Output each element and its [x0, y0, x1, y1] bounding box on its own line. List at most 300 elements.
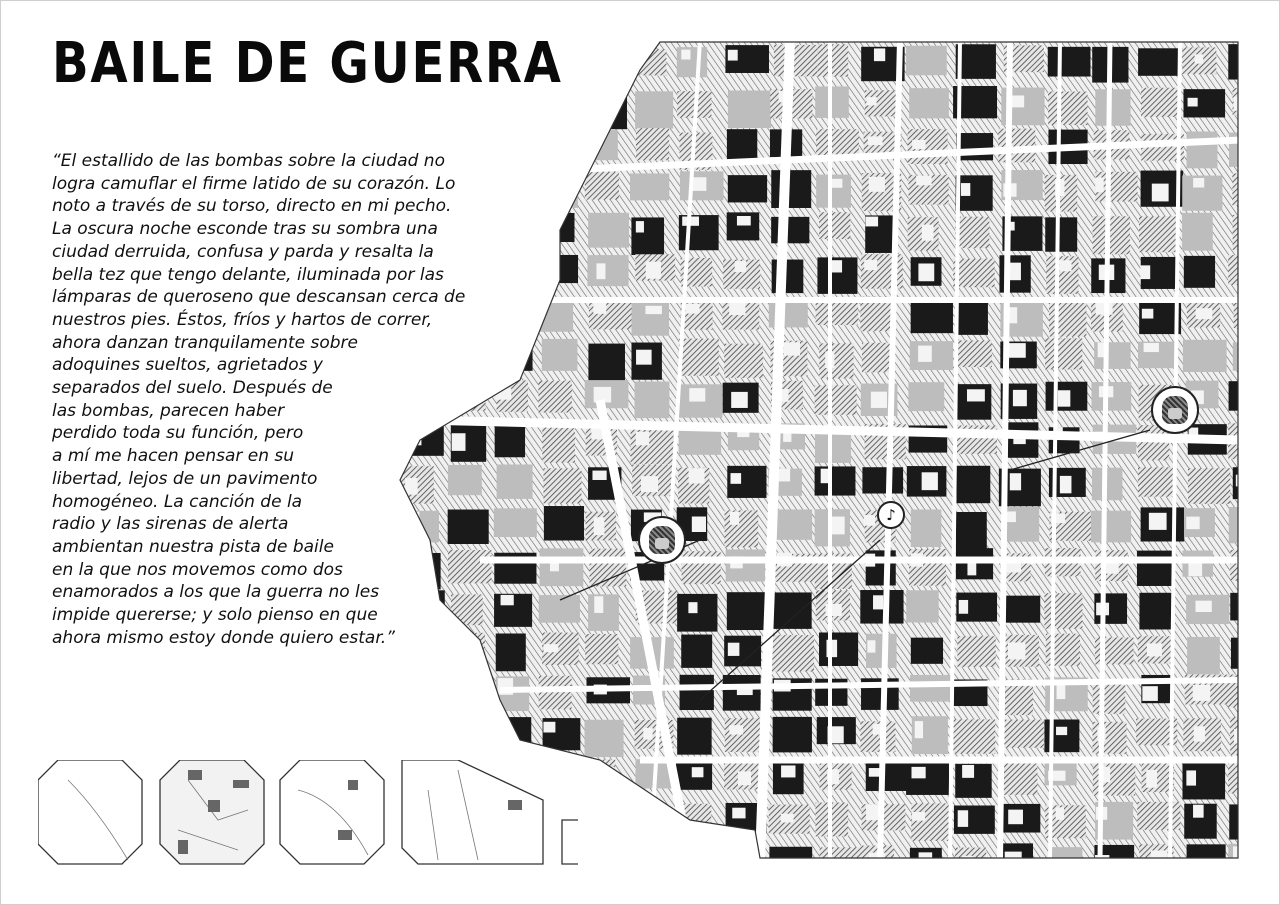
- city-block: [542, 427, 575, 462]
- city-block: [496, 633, 526, 671]
- courtyard: [1193, 178, 1204, 188]
- city-block: [497, 465, 533, 499]
- city-block: [1001, 843, 1033, 879]
- city-block: [404, 88, 435, 125]
- city-block: [538, 255, 578, 283]
- city-block: [1093, 216, 1130, 254]
- courtyard: [458, 134, 468, 147]
- city-block: [585, 634, 618, 664]
- courtyard: [645, 806, 658, 814]
- city-block: [911, 638, 943, 664]
- map-fragment-icon[interactable]: [38, 760, 142, 864]
- city-block: [585, 48, 626, 82]
- city-block: [955, 217, 989, 248]
- city-block: [860, 846, 894, 874]
- city-block: [1183, 340, 1227, 372]
- character-avatar-icon[interactable]: [1151, 386, 1199, 434]
- city-block: [401, 45, 438, 78]
- quote-line: ahora danzan tranquilamente sobre: [52, 332, 362, 355]
- city-block: [634, 382, 669, 419]
- courtyard: [636, 350, 652, 365]
- courtyard: [1196, 308, 1213, 319]
- city-block: [539, 213, 574, 242]
- city-block: [495, 176, 532, 208]
- courtyard: [502, 309, 511, 322]
- avatar-face: [1162, 396, 1188, 424]
- courtyard: [1186, 770, 1196, 785]
- city-block: [634, 846, 666, 882]
- courtyard: [1149, 513, 1167, 530]
- courtyard: [1234, 729, 1250, 743]
- courtyard: [911, 767, 925, 778]
- courtyard: [1188, 98, 1198, 107]
- city-block: [1230, 593, 1264, 621]
- quote-line: perdido toda su función, pero: [52, 422, 307, 445]
- courtyard: [735, 261, 746, 272]
- courtyard: [918, 263, 934, 281]
- city-block: [956, 466, 990, 503]
- courtyard: [1008, 810, 1023, 825]
- courtyard: [599, 852, 608, 868]
- quote-line: adoquines sueltos, agrietados y: [52, 354, 327, 377]
- city-block: [403, 678, 433, 713]
- courtyard: [552, 140, 568, 155]
- city-block: [819, 632, 858, 665]
- city-block: [819, 343, 853, 378]
- quote-line: ciudad derruida, confusa y parda y resalta la: [52, 241, 438, 264]
- courtyard: [689, 468, 705, 483]
- city-block: [955, 340, 992, 367]
- courtyard: [692, 517, 706, 532]
- city-block: [956, 512, 987, 549]
- courtyard: [730, 473, 741, 484]
- city-block: [1228, 255, 1265, 285]
- city-block: [1230, 550, 1261, 581]
- city-block: [1229, 507, 1261, 543]
- city-block: [910, 675, 951, 702]
- city-block: [911, 299, 953, 333]
- character-avatar-icon[interactable]: [638, 516, 686, 564]
- city-block: [585, 172, 619, 200]
- city-block: [1229, 381, 1271, 411]
- courtyard: [959, 600, 968, 614]
- city-block: [632, 805, 668, 837]
- map-fragment-icon[interactable]: [562, 820, 578, 864]
- courtyard: [1096, 302, 1113, 315]
- city-block: [632, 49, 667, 75]
- courtyard: [497, 175, 506, 186]
- city-block: [538, 300, 573, 332]
- city-block: [539, 45, 583, 82]
- courtyard: [1151, 850, 1168, 861]
- map-fragment-icon[interactable]: [402, 760, 543, 864]
- quote-line: libertad, lejos de un pavimento: [52, 468, 321, 491]
- city-block: [544, 86, 578, 123]
- city-block: [496, 132, 534, 160]
- courtyard: [594, 596, 603, 613]
- city-block: [632, 300, 670, 336]
- city-block: [815, 86, 849, 117]
- courtyard: [636, 221, 644, 232]
- courtyard: [1147, 643, 1162, 656]
- city-block: [911, 803, 952, 841]
- city-block: [955, 848, 986, 876]
- city-block: [492, 717, 531, 743]
- courtyard: [1242, 305, 1251, 317]
- courtyard: [411, 137, 421, 146]
- courtyard: [962, 765, 974, 778]
- courtyard: [1241, 427, 1259, 436]
- city-block: [588, 92, 627, 130]
- courtyard: [686, 304, 700, 314]
- courtyard: [1058, 390, 1071, 406]
- courtyard: [1008, 642, 1025, 659]
- city-block: [681, 635, 712, 668]
- city-block: [771, 635, 814, 671]
- city-block: [630, 173, 669, 200]
- city-block: [497, 50, 529, 76]
- quote-line: “El estallido de las bombas sobre la ciudad no: [52, 150, 449, 173]
- courtyard: [1056, 727, 1067, 735]
- city-block: [819, 212, 850, 239]
- courtyard: [497, 135, 506, 146]
- courtyard: [1013, 390, 1027, 406]
- courtyard: [1193, 685, 1211, 701]
- courtyard: [922, 472, 938, 490]
- courtyard: [1233, 846, 1250, 862]
- city-block: [1139, 216, 1179, 252]
- city-block: [635, 91, 673, 128]
- city-block: [1233, 88, 1274, 115]
- city-block: [587, 843, 622, 878]
- courtyard: [1095, 177, 1103, 192]
- quote-line: ahora mismo estoy donde quiero estar.”: [52, 627, 399, 650]
- courtyard: [592, 471, 606, 480]
- city-block: [1139, 593, 1173, 630]
- courtyard: [918, 346, 932, 362]
- city-block: [1045, 338, 1082, 369]
- city-block: [773, 717, 812, 753]
- city-block: [1091, 511, 1131, 543]
- story-quote: [52, 150, 469, 649]
- courtyard: [645, 306, 661, 314]
- city-block: [953, 719, 995, 753]
- quote-line: logra camuflar el firme latido de su corazón. Lo: [52, 173, 459, 196]
- courtyard: [1186, 517, 1199, 530]
- courtyard: [866, 97, 876, 105]
- city-block: [541, 133, 576, 167]
- city-block: [1095, 89, 1130, 125]
- courtyard: [641, 476, 658, 492]
- city-block: [543, 468, 581, 503]
- quote-line: La oscura noche esconde tras su sombra una: [52, 218, 442, 241]
- city-block: [682, 551, 721, 584]
- courtyard: [729, 725, 743, 734]
- courtyard: [548, 178, 560, 187]
- page-title: BAILE DE GUERRA: [52, 31, 563, 96]
- city-block: [956, 133, 993, 160]
- courtyard: [597, 767, 615, 784]
- courtyard: [912, 140, 925, 149]
- music-note-glyph: ♪: [886, 506, 896, 524]
- city-block: [1228, 44, 1268, 79]
- city-block: [771, 217, 809, 243]
- city-block: [1228, 762, 1260, 793]
- courtyard: [594, 517, 605, 535]
- courtyard: [728, 50, 738, 61]
- city-block: [497, 298, 534, 327]
- city-block: [1002, 596, 1040, 623]
- city-block: [816, 129, 859, 155]
- city-block: [542, 339, 578, 371]
- courtyard: [1010, 473, 1021, 490]
- courtyard: [552, 51, 564, 61]
- city-block: [728, 175, 767, 202]
- map-blocks: [380, 40, 1276, 884]
- courtyard: [873, 595, 883, 609]
- city-block: [820, 847, 862, 877]
- city-block: [1187, 844, 1226, 874]
- courtyard: [781, 814, 794, 823]
- courtyard: [1008, 343, 1026, 358]
- city-block: [911, 510, 942, 547]
- city-block: [1141, 88, 1181, 117]
- courtyard: [784, 342, 800, 355]
- city-block: [449, 679, 490, 716]
- courtyard: [961, 183, 970, 196]
- city-block: [953, 259, 994, 288]
- city-block: [724, 344, 763, 378]
- city-block: [1184, 256, 1215, 288]
- city-block: [1138, 467, 1175, 496]
- courtyard: [1242, 264, 1258, 282]
- quote-line: separados del suelo. Después de: [52, 377, 337, 400]
- courtyard: [864, 515, 875, 526]
- courtyard: [868, 136, 883, 145]
- city-block: [492, 88, 530, 125]
- city-block: [724, 510, 758, 547]
- city-block: [1137, 802, 1180, 830]
- city-block: [680, 842, 712, 872]
- courtyard: [1060, 476, 1072, 493]
- courtyard: [864, 260, 877, 270]
- courtyard: [867, 640, 875, 652]
- city-block: [495, 425, 525, 457]
- city-block: [588, 344, 625, 381]
- courtyard: [1140, 265, 1150, 279]
- city-block: [1137, 551, 1175, 586]
- city-block: [723, 847, 760, 876]
- courtyard: [1239, 133, 1249, 148]
- courtyard: [826, 604, 842, 616]
- city-block: [728, 90, 771, 127]
- courtyard: [636, 432, 649, 445]
- city-block: [957, 636, 995, 667]
- city-block: [493, 214, 525, 244]
- city-block: [727, 129, 757, 161]
- courtyard: [1194, 726, 1205, 741]
- city-block: [1182, 213, 1213, 251]
- city-block: [1048, 847, 1082, 882]
- city-block: [998, 129, 1035, 163]
- courtyard: [688, 602, 697, 613]
- city-block: [539, 676, 572, 709]
- courtyard: [922, 225, 934, 241]
- courtyard: [730, 512, 739, 525]
- city-block: [771, 170, 811, 208]
- city-block: [1187, 637, 1220, 674]
- courtyard: [552, 100, 568, 110]
- courtyard: [692, 767, 704, 777]
- courtyard: [543, 722, 555, 733]
- city-block: [677, 718, 711, 755]
- courtyard: [1195, 601, 1211, 612]
- courtyard: [738, 771, 751, 785]
- city-block: [774, 45, 817, 76]
- city-block: [1048, 92, 1087, 125]
- map-fragment-icon[interactable]: [280, 760, 384, 864]
- quote-line: radio y las sirenas de alerta: [52, 513, 292, 536]
- courtyard: [1152, 184, 1169, 202]
- quote-line: lámparas de queroseno que descansan cerca de: [52, 286, 469, 309]
- city-block: [588, 213, 629, 248]
- quote-line: las bombas, parecen haber: [52, 400, 288, 423]
- courtyard: [501, 595, 514, 605]
- city-block: [679, 339, 719, 376]
- courtyard: [912, 812, 925, 821]
- city-block: [585, 806, 621, 833]
- quote-line: enamorados a los que la guerra no les: [52, 581, 383, 604]
- courtyard: [637, 848, 653, 859]
- city-block: [589, 549, 626, 587]
- city-block: [448, 722, 479, 752]
- avatar-face: [649, 526, 675, 554]
- courtyard: [967, 389, 985, 401]
- city-block: [908, 382, 944, 411]
- courtyard: [1193, 805, 1204, 818]
- courtyard: [504, 94, 515, 111]
- courtyard: [737, 216, 751, 225]
- city-block: [1229, 804, 1261, 839]
- quote-line: nuestros pies. Éstos, fríos y hartos de correr,: [52, 309, 436, 332]
- courtyard: [646, 262, 661, 279]
- city-block: [769, 847, 812, 884]
- courtyard: [545, 221, 556, 230]
- city-block: [540, 548, 584, 586]
- city-block: [1048, 47, 1091, 77]
- courtyard: [1142, 309, 1153, 319]
- city-block: [497, 258, 533, 290]
- courtyard: [462, 54, 477, 66]
- courtyard: [1144, 343, 1159, 352]
- courtyard: [643, 728, 652, 740]
- city-block: [1232, 173, 1274, 205]
- courtyard: [869, 177, 885, 192]
- city-block: [636, 128, 669, 160]
- city-block: [1045, 217, 1077, 251]
- city-block: [1234, 301, 1276, 328]
- city-block: [1188, 468, 1230, 504]
- quote-line: a mí me hacen pensar en su: [52, 445, 298, 468]
- courtyard: [874, 48, 885, 61]
- courtyard: [781, 765, 795, 777]
- city-block: [727, 592, 768, 630]
- city-block: [585, 720, 624, 757]
- courtyard: [915, 721, 923, 738]
- city-block: [449, 89, 490, 124]
- city-block: [1002, 720, 1044, 748]
- courtyard: [596, 263, 605, 279]
- quote-line: en la que nos movemos como dos: [52, 559, 347, 582]
- quote-line: impide quererse; y solo pienso en que: [52, 604, 382, 627]
- courtyard: [1056, 807, 1064, 820]
- city-block: [494, 508, 537, 537]
- courtyard: [1006, 511, 1016, 522]
- courtyard: [544, 644, 559, 652]
- city-block: [818, 44, 848, 76]
- courtyard: [593, 302, 606, 314]
- city-block: [866, 763, 910, 791]
- city-block: [862, 467, 903, 493]
- quote-line: ambientan nuestra pista de baile: [52, 536, 338, 559]
- city-block: [1044, 593, 1082, 629]
- courtyard: [916, 175, 932, 185]
- courtyard: [919, 852, 933, 868]
- city-block: [815, 385, 857, 414]
- courtyard: [732, 808, 745, 819]
- city-block: [402, 718, 442, 752]
- city-block: [906, 46, 947, 75]
- quote-line: homogéneo. La canción de la: [52, 491, 306, 514]
- city-block: [588, 594, 619, 631]
- city-block: [587, 255, 628, 286]
- courtyard: [691, 177, 706, 191]
- city-block: [539, 595, 580, 623]
- city-block: [1187, 131, 1218, 168]
- city-block: [1138, 48, 1181, 76]
- courtyard: [1146, 770, 1157, 788]
- courtyard: [1195, 54, 1204, 63]
- courtyard: [461, 681, 471, 691]
- quote-line: noto a través de su torso, directo en mi pecho.: [52, 195, 455, 218]
- courtyard: [731, 392, 748, 408]
- courtyard: [866, 217, 879, 227]
- courtyard: [681, 50, 690, 60]
- courtyard: [689, 388, 705, 401]
- courtyard: [728, 643, 740, 656]
- courtyard: [871, 392, 887, 408]
- city-block: [773, 592, 811, 628]
- city-block: [1231, 638, 1264, 669]
- city-block: [538, 175, 578, 208]
- city-block: [497, 342, 533, 371]
- city-block: [585, 760, 615, 793]
- quote-line: bella tez que tengo delante, iluminada por las: [52, 264, 448, 287]
- courtyard: [1057, 684, 1066, 699]
- courtyard: [1059, 260, 1071, 271]
- map-fragments-strip: [38, 760, 578, 870]
- courtyard: [958, 810, 968, 827]
- city-block: [1000, 758, 1038, 794]
- city-block: [906, 590, 938, 622]
- city-block: [450, 49, 488, 87]
- courtyard: [1234, 97, 1244, 111]
- city-block: [544, 506, 584, 540]
- music-note-icon[interactable]: [877, 501, 905, 529]
- city-block: [538, 381, 571, 413]
- city-block: [909, 88, 949, 118]
- courtyard: [1142, 686, 1157, 701]
